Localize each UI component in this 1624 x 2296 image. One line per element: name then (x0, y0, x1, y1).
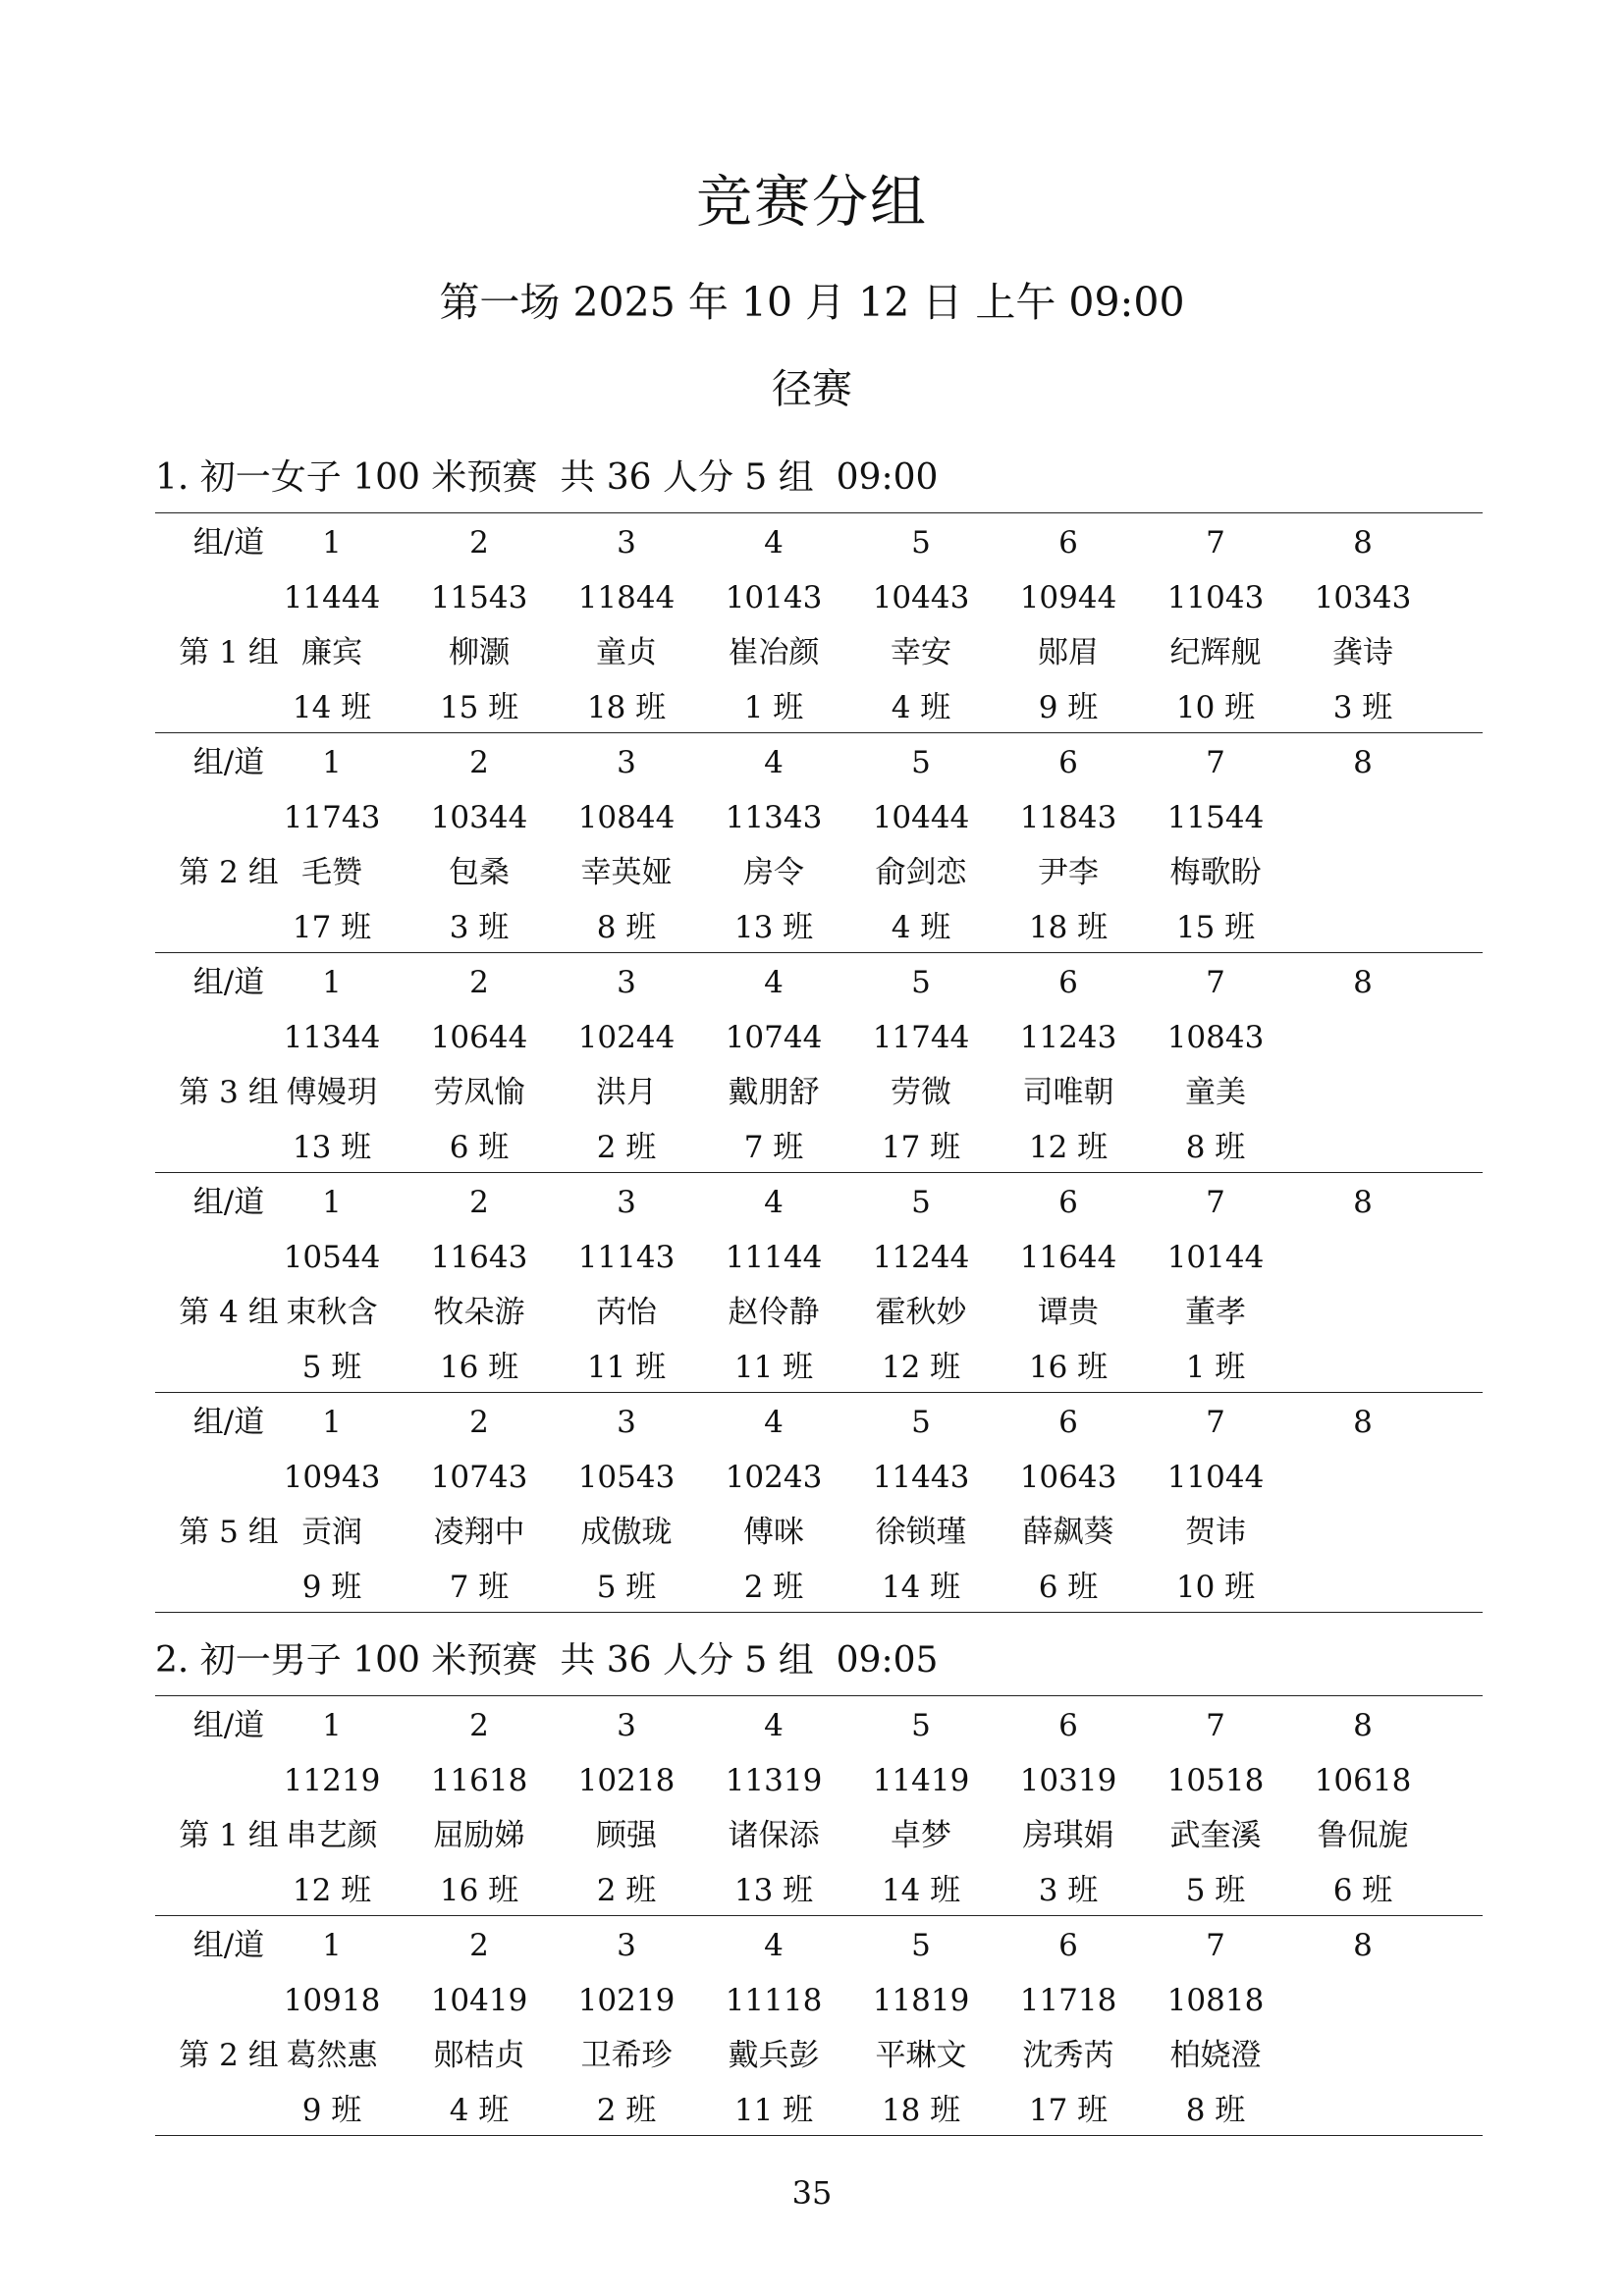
lane-number: 2 (469, 1185, 489, 1220)
lane-number: 1 (322, 1708, 342, 1743)
athlete-class: 13 班 (292, 1130, 372, 1165)
heat-label: 第 1 组 (179, 1818, 279, 1853)
athlete-class: 6 班 (1038, 1570, 1099, 1605)
athlete-id: 11444 (283, 580, 381, 615)
lane-number: 2 (469, 525, 489, 561)
athlete-class: 18 班 (586, 690, 667, 725)
athlete-name: 束秋含 (286, 1295, 378, 1330)
athlete-id: 11643 (430, 1240, 528, 1275)
athlete-name: 诸保添 (728, 1818, 820, 1853)
athlete-class: 4 班 (449, 2093, 510, 2128)
athlete-name: 芮怡 (596, 1295, 657, 1330)
athlete-class: 3 班 (1332, 690, 1393, 725)
lane-number: 7 (1206, 1185, 1225, 1220)
lane-number: 5 (911, 1928, 931, 1963)
group-lane-header: 组/道 (192, 525, 265, 561)
athlete-name: 尹李 (1038, 855, 1099, 890)
athlete-name: 龚诗 (1332, 635, 1393, 670)
athlete-id: 10343 (1314, 580, 1412, 615)
athlete-id: 10844 (577, 800, 676, 835)
athlete-class: 15 班 (439, 690, 519, 725)
athlete-id: 10543 (577, 1460, 676, 1495)
athlete-class: 16 班 (439, 1350, 519, 1385)
athlete-name: 沈秀芮 (1022, 2038, 1114, 2073)
lane-number: 4 (764, 525, 784, 561)
lane-number: 1 (322, 745, 342, 780)
athlete-name: 郧桔贞 (433, 2038, 525, 2073)
athlete-name: 屈励娣 (433, 1818, 525, 1853)
page-title: 竞赛分组 (696, 170, 928, 235)
lane-number: 6 (1058, 1405, 1078, 1440)
athlete-id: 10143 (725, 580, 823, 615)
athlete-class: 8 班 (1185, 2093, 1246, 2128)
heat-table (155, 1915, 1483, 2136)
athlete-class: 2 班 (596, 1873, 657, 1908)
athlete-id: 11344 (283, 1020, 381, 1055)
heat-table (155, 1172, 1483, 1393)
athlete-name: 薛飙葵 (1022, 1515, 1114, 1550)
athlete-class: 9 班 (301, 1570, 362, 1605)
athlete-name: 戴兵彭 (728, 2038, 820, 2073)
group-lane-header: 组/道 (192, 1708, 265, 1743)
athlete-class: 9 班 (301, 2093, 362, 2128)
athlete-name: 武奎溪 (1169, 1818, 1262, 1853)
athlete-name: 葛然惠 (286, 2038, 378, 2073)
athlete-id: 11044 (1166, 1460, 1265, 1495)
athlete-id: 10944 (1019, 580, 1117, 615)
athlete-name: 柏娆澄 (1169, 2038, 1262, 2073)
athlete-id: 10744 (725, 1020, 823, 1055)
athlete-class: 15 班 (1175, 910, 1256, 945)
athlete-class: 3 班 (1038, 1873, 1099, 1908)
event-heading: 2. 初一男子 100 米预赛 共 36 人分 5 组 09:05 (155, 1640, 939, 1681)
lane-number: 6 (1058, 1928, 1078, 1963)
lane-number: 2 (469, 965, 489, 1000)
athlete-class: 16 班 (1028, 1350, 1109, 1385)
athlete-id: 11243 (1019, 1020, 1117, 1055)
lane-number: 8 (1353, 1185, 1373, 1220)
athlete-name: 劳凤愉 (433, 1075, 525, 1110)
lane-number: 1 (322, 525, 342, 561)
athlete-name: 纪辉舰 (1169, 635, 1262, 670)
lane-number: 8 (1353, 1405, 1373, 1440)
athlete-id: 11118 (725, 1983, 823, 2018)
lane-number: 6 (1058, 965, 1078, 1000)
lane-number: 2 (469, 1405, 489, 1440)
athlete-class: 8 班 (1185, 1130, 1246, 1165)
athlete-name: 梅歌盼 (1169, 855, 1262, 890)
athlete-name: 洪月 (596, 1075, 657, 1110)
athlete-class: 10 班 (1175, 690, 1256, 725)
athlete-id: 10643 (1019, 1460, 1117, 1495)
athlete-class: 4 班 (891, 690, 951, 725)
lane-number: 4 (764, 745, 784, 780)
athlete-class: 1 班 (743, 690, 804, 725)
athlete-name: 徐锁瑾 (875, 1515, 967, 1550)
lane-number: 4 (764, 1185, 784, 1220)
athlete-name: 傅咪 (743, 1515, 804, 1550)
heat-label: 第 3 组 (179, 1075, 279, 1110)
athlete-class: 12 班 (1028, 1130, 1109, 1165)
athlete-id: 11718 (1019, 1983, 1117, 2018)
athlete-name: 司唯朝 (1022, 1075, 1114, 1110)
athlete-id: 10618 (1314, 1763, 1412, 1798)
athlete-class: 10 班 (1175, 1570, 1256, 1605)
athlete-id: 11544 (1166, 800, 1265, 835)
athlete-id: 10244 (577, 1020, 676, 1055)
lane-number: 3 (617, 1708, 636, 1743)
athlete-name: 柳灏 (449, 635, 510, 670)
athlete-id: 11843 (1019, 800, 1117, 835)
athlete-name: 串艺颜 (286, 1818, 378, 1853)
athlete-id: 11844 (577, 580, 676, 615)
lane-number: 5 (911, 1185, 931, 1220)
athlete-name: 谭贵 (1038, 1295, 1099, 1330)
athlete-class: 2 班 (743, 1570, 804, 1605)
athlete-id: 10843 (1166, 1020, 1265, 1055)
athlete-class: 14 班 (292, 690, 372, 725)
heat-table (155, 512, 1483, 733)
athlete-name: 房琪娟 (1022, 1818, 1114, 1853)
athlete-name: 平琳文 (875, 2038, 967, 2073)
athlete-id: 10443 (872, 580, 970, 615)
athlete-name: 包桑 (449, 855, 510, 890)
athlete-class: 2 班 (596, 2093, 657, 2128)
athlete-name: 郧眉 (1038, 635, 1099, 670)
group-lane-header: 组/道 (192, 965, 265, 1000)
athlete-class: 13 班 (733, 1873, 814, 1908)
heat-label: 第 5 组 (179, 1515, 279, 1550)
athlete-id: 10319 (1019, 1763, 1117, 1798)
athlete-id: 10219 (577, 1983, 676, 2018)
athlete-id: 11819 (872, 1983, 970, 2018)
athlete-class: 6 班 (1332, 1873, 1393, 1908)
athlete-name: 卫希珍 (580, 2038, 673, 2073)
athlete-name: 霍秋妙 (875, 1295, 967, 1330)
athlete-name: 童贞 (596, 635, 657, 670)
group-lane-header: 组/道 (192, 1405, 265, 1440)
lane-number: 8 (1353, 525, 1373, 561)
athlete-class: 5 班 (1185, 1873, 1246, 1908)
lane-number: 7 (1206, 1928, 1225, 1963)
athlete-class: 1 班 (1185, 1350, 1246, 1385)
heat-label: 第 2 组 (179, 2038, 279, 2073)
lane-number: 4 (764, 1928, 784, 1963)
lane-number: 7 (1206, 525, 1225, 561)
lane-number: 6 (1058, 1708, 1078, 1743)
athlete-name: 顾强 (596, 1818, 657, 1853)
athlete-class: 11 班 (586, 1350, 667, 1385)
lane-number: 8 (1353, 1708, 1373, 1743)
athlete-id: 10144 (1166, 1240, 1265, 1275)
lane-number: 5 (911, 745, 931, 780)
lane-number: 3 (617, 525, 636, 561)
lane-number: 7 (1206, 745, 1225, 780)
athlete-class: 8 班 (596, 910, 657, 945)
athlete-name: 贡润 (301, 1515, 362, 1550)
athlete-name: 傅嫚玥 (286, 1075, 378, 1110)
athlete-id: 11143 (577, 1240, 676, 1275)
athlete-id: 11743 (283, 800, 381, 835)
lane-number: 3 (617, 1185, 636, 1220)
lane-number: 5 (911, 1405, 931, 1440)
group-lane-header: 组/道 (192, 1185, 265, 1220)
athlete-name: 贺讳 (1185, 1515, 1246, 1550)
athlete-name: 戴朋舒 (728, 1075, 820, 1110)
athlete-id: 11419 (872, 1763, 970, 1798)
heat-table (155, 1392, 1483, 1613)
lane-number: 3 (617, 745, 636, 780)
heat-table (155, 1695, 1483, 1916)
athlete-class: 16 班 (439, 1873, 519, 1908)
lane-number: 5 (911, 965, 931, 1000)
athlete-name: 劳微 (891, 1075, 951, 1110)
athlete-id: 11618 (430, 1763, 528, 1798)
athlete-class: 18 班 (1028, 910, 1109, 945)
athlete-class: 7 班 (449, 1570, 510, 1605)
athlete-class: 11 班 (733, 2093, 814, 2128)
lane-number: 8 (1353, 965, 1373, 1000)
athlete-class: 4 班 (891, 910, 951, 945)
athlete-class: 12 班 (292, 1873, 372, 1908)
athlete-id: 11043 (1166, 580, 1265, 615)
lane-number: 8 (1353, 745, 1373, 780)
heat-table (155, 732, 1483, 953)
lane-number: 2 (469, 745, 489, 780)
lane-number: 4 (764, 1708, 784, 1743)
athlete-class: 7 班 (743, 1130, 804, 1165)
athlete-id: 10943 (283, 1460, 381, 1495)
lane-number: 2 (469, 1928, 489, 1963)
group-lane-header: 组/道 (192, 745, 265, 780)
athlete-id: 10544 (283, 1240, 381, 1275)
category-heading: 径赛 (772, 365, 852, 412)
event-heading: 1. 初一女子 100 米预赛 共 36 人分 5 组 09:00 (155, 457, 939, 498)
lane-number: 4 (764, 1405, 784, 1440)
athlete-id: 11644 (1019, 1240, 1117, 1275)
athlete-class: 5 班 (301, 1350, 362, 1385)
athlete-class: 14 班 (881, 1873, 961, 1908)
athlete-name: 崔冶颜 (728, 635, 820, 670)
lane-number: 6 (1058, 525, 1078, 561)
athlete-name: 鲁侃旎 (1317, 1818, 1409, 1853)
lane-number: 7 (1206, 965, 1225, 1000)
lane-number: 5 (911, 525, 931, 561)
athlete-id: 10743 (430, 1460, 528, 1495)
athlete-id: 11744 (872, 1020, 970, 1055)
athlete-id: 11319 (725, 1763, 823, 1798)
athlete-name: 凌翔中 (433, 1515, 525, 1550)
athlete-class: 5 班 (596, 1570, 657, 1605)
athlete-id: 10444 (872, 800, 970, 835)
athlete-name: 毛赞 (301, 855, 362, 890)
lane-number: 7 (1206, 1708, 1225, 1743)
athlete-class: 11 班 (733, 1350, 814, 1385)
athlete-id: 10918 (283, 1983, 381, 2018)
lane-number: 5 (911, 1708, 931, 1743)
athlete-class: 12 班 (881, 1350, 961, 1385)
athlete-class: 17 班 (292, 910, 372, 945)
athlete-class: 9 班 (1038, 690, 1099, 725)
session-subtitle: 第一场 2025 年 10 月 12 日 上午 09:00 (439, 279, 1185, 326)
athlete-id: 11543 (430, 580, 528, 615)
athlete-id: 10644 (430, 1020, 528, 1055)
athlete-id: 10344 (430, 800, 528, 835)
lane-number: 1 (322, 965, 342, 1000)
athlete-id: 10419 (430, 1983, 528, 2018)
athlete-class: 13 班 (733, 910, 814, 945)
athlete-class: 2 班 (596, 1130, 657, 1165)
athlete-class: 17 班 (881, 1130, 961, 1165)
lane-number: 4 (764, 965, 784, 1000)
athlete-class: 3 班 (449, 910, 510, 945)
lane-number: 3 (617, 1928, 636, 1963)
athlete-id: 11443 (872, 1460, 970, 1495)
heat-label: 第 4 组 (179, 1295, 279, 1330)
athlete-id: 11343 (725, 800, 823, 835)
athlete-name: 幸安 (891, 635, 951, 670)
group-lane-header: 组/道 (192, 1928, 265, 1963)
athlete-id: 11244 (872, 1240, 970, 1275)
lane-number: 3 (617, 965, 636, 1000)
heat-table (155, 952, 1483, 1173)
athlete-name: 牧朵游 (433, 1295, 525, 1330)
athlete-id: 11144 (725, 1240, 823, 1275)
athlete-id: 10218 (577, 1763, 676, 1798)
athlete-class: 17 班 (1028, 2093, 1109, 2128)
lane-number: 3 (617, 1405, 636, 1440)
heat-label: 第 2 组 (179, 855, 279, 890)
lane-number: 6 (1058, 1185, 1078, 1220)
athlete-name: 董孝 (1185, 1295, 1246, 1330)
athlete-id: 10243 (725, 1460, 823, 1495)
athlete-name: 房令 (743, 855, 804, 890)
athlete-id: 11219 (283, 1763, 381, 1798)
lane-number: 1 (322, 1405, 342, 1440)
lane-number: 1 (322, 1185, 342, 1220)
lane-number: 2 (469, 1708, 489, 1743)
lane-number: 6 (1058, 745, 1078, 780)
athlete-name: 俞剑恋 (875, 855, 967, 890)
lane-number: 1 (322, 1928, 342, 1963)
athlete-name: 幸英娅 (580, 855, 673, 890)
athlete-id: 10818 (1166, 1983, 1265, 2018)
lane-number: 7 (1206, 1405, 1225, 1440)
heat-label: 第 1 组 (179, 635, 279, 670)
athlete-class: 14 班 (881, 1570, 961, 1605)
athlete-class: 6 班 (449, 1130, 510, 1165)
athlete-class: 18 班 (881, 2093, 961, 2128)
athlete-name: 廉宾 (301, 635, 362, 670)
page-number: 35 (791, 2174, 833, 2212)
athlete-name: 赵伶静 (728, 1295, 820, 1330)
athlete-name: 成傲珑 (580, 1515, 673, 1550)
athlete-name: 童美 (1185, 1075, 1246, 1110)
athlete-id: 10518 (1166, 1763, 1265, 1798)
athlete-name: 卓梦 (891, 1818, 951, 1853)
lane-number: 8 (1353, 1928, 1373, 1963)
